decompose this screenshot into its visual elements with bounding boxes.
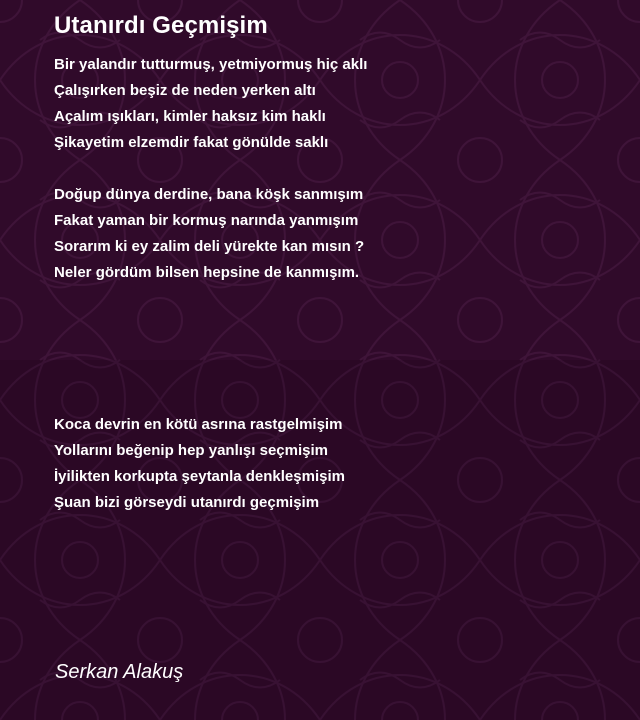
poem-line: Doğup dünya derdine, bana köşk sanmışım xyxy=(54,186,364,203)
poem-line: Çalışırken beşiz de neden yerken altı xyxy=(54,82,316,99)
poem-line: Bir yalandır tutturmuş, yetmiyormuş hiç aklı xyxy=(54,56,368,73)
poem-line: Yollarını beğenip hep yanlışı seçmişim xyxy=(54,442,328,459)
poem-line: Sorarım ki ey zalim deli yürekte kan mısın ? xyxy=(54,238,365,255)
poem-line: Neler gördüm bilsen hepsine de kanmışım. xyxy=(54,264,360,281)
poem-line: Şuan bizi görseydi utanırdı geçmişim xyxy=(54,494,320,511)
poem-line: Açalım ışıkları, kimler haksız kim haklı xyxy=(54,108,326,125)
poem-line: Koca devrin en kötü asrına rastgelmişim xyxy=(54,416,343,433)
poem-line: Fakat yaman bir kormuş narında yanmışım xyxy=(54,212,359,229)
poem-title: Utanırdı Geçmişim xyxy=(54,12,268,39)
poem-line: İyilikten korkupta şeytanla denkleşmişim xyxy=(54,468,345,485)
poem-author: Serkan Alakuş xyxy=(55,661,184,683)
poem-line: Şikayetim elzemdir fakat gönülde saklı xyxy=(54,134,329,151)
